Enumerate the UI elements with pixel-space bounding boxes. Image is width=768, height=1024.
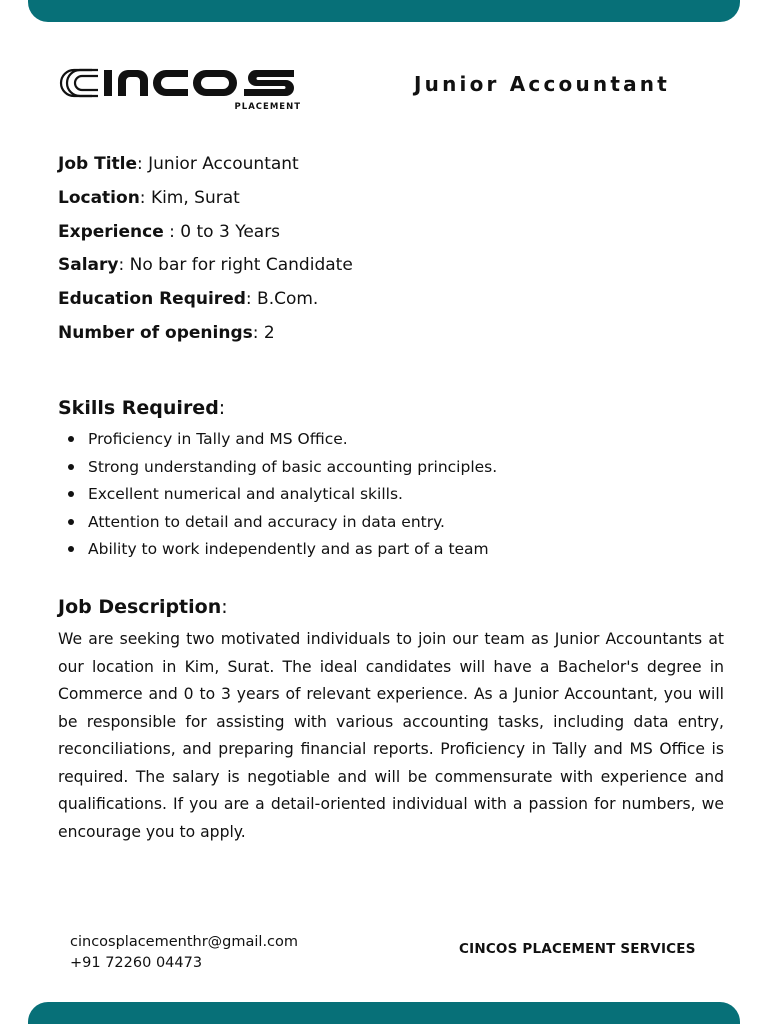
skill-text: Excellent numerical and analytical skills. (88, 485, 403, 503)
field-label: Job Title (58, 154, 137, 174)
contact-phone[interactable]: +91 72260 04473 (70, 955, 203, 971)
field-value: Kim, Surat (150, 187, 240, 208)
field-value: Junior Accountant (148, 154, 299, 174)
field-row (58, 153, 718, 187)
field-row (58, 221, 718, 255)
top-accent-bar (28, 0, 740, 22)
field-label: Location (58, 187, 140, 208)
field-row (58, 187, 718, 221)
job-details (58, 153, 718, 356)
skill-item (66, 538, 726, 566)
bullet-icon (68, 519, 74, 525)
bullet-icon (68, 491, 74, 497)
job-description-text: We are seeking two motivated individuals to join our team as Junior Accountants at our location in Kim, Surat. The ideal candidates will have a Bachelor's degree in Commerce and 0 to 3 years of relevant experience. As a Junior Accountant, you will be responsible for assisting with various accounting tasks, including data entry, reconciliations, and preparing financial reports. Proficiency in Tally and MS Office is required. The salary is negotiable and will be commensurate with experience and qualifications. If you are a detail-oriented individual with a passion for numbers, we encourage you to apply. (58, 630, 724, 841)
field-label: Education Required (58, 289, 246, 310)
skill-item (66, 483, 726, 511)
skills-heading-colon: : (218, 397, 226, 419)
skill-item (66, 456, 726, 484)
field-row (58, 254, 718, 288)
bullet-icon (68, 546, 74, 552)
bullet-icon (68, 436, 74, 442)
description-heading-colon: : (221, 596, 228, 618)
skill-text: Proficiency in Tally and MS Office. (88, 430, 348, 448)
contact-email[interactable]: cincosplacementhr@gmail.com (70, 934, 299, 950)
bullet-icon (68, 464, 74, 470)
cincos-logo (58, 66, 304, 112)
field-label: Salary (58, 255, 119, 276)
field-separator: : (137, 154, 149, 174)
field-row (58, 288, 718, 322)
field-separator: : (245, 289, 258, 310)
skills-heading (58, 396, 225, 420)
skill-text: Strong understanding of basic accounting principles. (88, 457, 498, 476)
skill-item (66, 428, 726, 456)
field-value: 0 to 3 Years (180, 221, 281, 242)
bottom-accent-bar (28, 1002, 740, 1024)
contact-info (70, 932, 298, 974)
field-separator: : (252, 322, 264, 343)
field-label: Number of openings (58, 322, 253, 343)
skill-text: Ability to work independently and as part of a team (88, 540, 489, 558)
field-separator: : (163, 221, 181, 242)
description-heading (58, 595, 228, 619)
skill-text: Attention to detail and accuracy in data entry. (88, 512, 445, 531)
description-heading-text: Job Description (58, 596, 222, 618)
field-value: No bar for right Candidate (129, 255, 353, 276)
field-value: B.Com. (257, 289, 319, 310)
field-value: 2 (263, 322, 275, 343)
cincos-logo-graphic (58, 66, 304, 112)
field-label: Experience (58, 221, 164, 242)
page-title: Junior Accountant (414, 72, 671, 96)
company-name: CINCOS PLACEMENT SERVICES (459, 941, 696, 957)
skill-item (66, 511, 726, 539)
logo-subtext: PLACEMENT (234, 102, 301, 112)
field-row (58, 322, 718, 356)
skills-heading-text: Skills Required (58, 397, 219, 419)
field-separator: : (118, 255, 130, 276)
field-separator: : (139, 187, 151, 208)
skills-list (66, 428, 726, 566)
